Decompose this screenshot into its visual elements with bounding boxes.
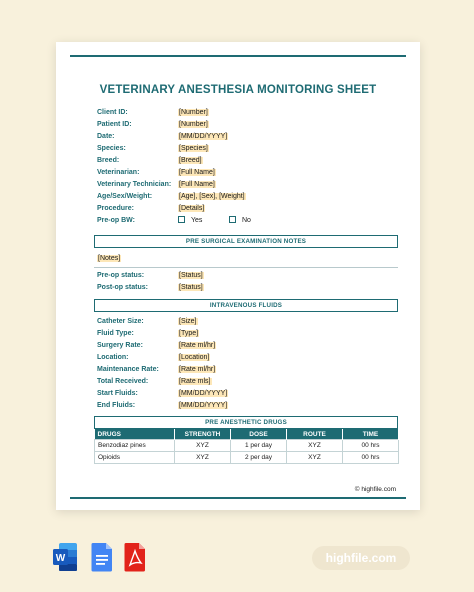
field-preop-status xyxy=(97,270,406,281)
field-procedure xyxy=(97,203,406,214)
cell-drug[interactable]: Benzodiaz pines xyxy=(95,440,175,452)
field-label: Procedure: xyxy=(97,205,134,212)
field-age-sex-weight xyxy=(97,191,406,202)
field-value[interactable]: [Full Name] xyxy=(179,169,215,176)
header-strength: STRENGTH xyxy=(175,429,231,440)
bottom-divider xyxy=(70,497,406,499)
drugs-table xyxy=(94,429,399,464)
brand-badge[interactable]: highfile.com xyxy=(312,546,410,570)
field-species xyxy=(97,143,406,154)
field-value[interactable]: [Location] xyxy=(179,354,210,361)
document-sheet xyxy=(56,42,420,510)
field-label: Veterinarian: xyxy=(97,169,140,176)
field-location xyxy=(97,352,406,363)
cell-route[interactable]: XYZ xyxy=(287,452,343,464)
table-row xyxy=(95,452,399,464)
cell-time[interactable]: 00 hrs xyxy=(343,440,399,452)
field-label: Veterinary Technician: xyxy=(97,181,172,188)
section-pre-anesthetic: PRE ANESTHETIC DRUGS xyxy=(94,416,398,429)
cell-time[interactable]: 00 hrs xyxy=(343,452,399,464)
field-end-fluids xyxy=(97,400,406,411)
field-value[interactable]: [Rate ml/hr] xyxy=(179,366,216,373)
field-total-received xyxy=(97,376,406,387)
field-value[interactable]: [Species] xyxy=(179,145,208,152)
checkbox-no[interactable] xyxy=(229,216,236,223)
field-postop-status xyxy=(97,282,406,293)
field-label: Start Fluids: xyxy=(97,390,138,397)
notes-value[interactable]: [Notes] xyxy=(98,255,121,262)
field-label: End Fluids: xyxy=(97,402,136,409)
field-value[interactable]: [Full Name] xyxy=(179,181,215,188)
cell-dose[interactable]: 2 per day xyxy=(231,452,287,464)
field-value[interactable]: [MM/DD/YYYY] xyxy=(179,133,228,140)
word-icon[interactable] xyxy=(52,541,78,573)
field-preop-bw xyxy=(97,215,406,226)
header-dose: DOSE xyxy=(231,429,287,440)
cell-drug[interactable]: Opioids xyxy=(95,452,175,464)
field-client-id xyxy=(97,107,406,118)
field-value[interactable]: [Number] xyxy=(179,121,208,128)
field-value[interactable]: [Details] xyxy=(179,205,205,212)
field-label: Fluid Type: xyxy=(97,330,134,337)
no-label: No xyxy=(242,217,251,224)
field-label: Patient ID: xyxy=(97,121,132,128)
field-label: Pre-op status: xyxy=(97,272,145,279)
section-iv-fluids: INTRAVENOUS FLUIDS xyxy=(94,299,398,312)
cell-dose[interactable]: 1 per day xyxy=(231,440,287,452)
cell-strength[interactable]: XYZ xyxy=(175,452,231,464)
field-vet-technician xyxy=(97,179,406,190)
field-value[interactable]: [Type] xyxy=(179,330,199,337)
field-value[interactable]: [Breed] xyxy=(179,157,202,164)
cell-strength[interactable]: XYZ xyxy=(175,440,231,452)
field-value[interactable]: [Status] xyxy=(179,284,203,291)
pdf-icon[interactable] xyxy=(122,541,148,573)
field-label: Date: xyxy=(97,133,115,140)
field-label: Breed: xyxy=(97,157,120,164)
cell-route[interactable]: XYZ xyxy=(287,440,343,452)
footer-copyright: © highfile.com xyxy=(354,486,396,493)
checkbox-yes[interactable] xyxy=(178,216,185,223)
table-row xyxy=(95,440,399,452)
field-value[interactable]: [Rate mls] xyxy=(179,378,211,385)
notes-field xyxy=(97,253,406,264)
yes-option[interactable] xyxy=(178,215,202,226)
field-label: Client ID: xyxy=(97,109,128,116)
field-value[interactable]: [MM/DD/YYYY] xyxy=(179,402,228,409)
field-date xyxy=(97,131,406,142)
field-start-fluids xyxy=(97,388,406,399)
field-veterinarian xyxy=(97,167,406,178)
google-docs-icon[interactable] xyxy=(89,541,115,573)
top-divider xyxy=(70,55,406,57)
field-label: Maintenance Rate: xyxy=(97,366,159,373)
field-label: Pre-op BW: xyxy=(97,217,135,224)
section-pre-surgical: PRE SURGICAL EXAMINATION NOTES xyxy=(94,235,398,248)
field-fluid-type xyxy=(97,328,406,339)
field-label: Age/Sex/Weight: xyxy=(97,193,153,200)
sheet-title: VETERINARY ANESTHESIA MONITORING SHEET xyxy=(99,84,377,96)
field-value[interactable]: [Status] xyxy=(179,272,203,279)
field-catheter-size xyxy=(97,316,406,327)
notes-divider xyxy=(94,267,398,268)
field-patient-id xyxy=(97,119,406,130)
table-header-row xyxy=(95,429,399,440)
field-surgery-rate xyxy=(97,340,406,351)
header-time: TIME xyxy=(343,429,399,440)
field-label: Catheter Size: xyxy=(97,318,144,325)
field-maintenance-rate xyxy=(97,364,406,375)
header-drugs: DRUGS xyxy=(95,429,175,440)
header-route: ROUTE xyxy=(287,429,343,440)
field-value[interactable]: [Age], [Sex], [Weight] xyxy=(179,193,245,200)
field-label: Post-op status: xyxy=(97,284,148,291)
field-value[interactable]: [Number] xyxy=(179,109,208,116)
field-value[interactable]: [Size] xyxy=(179,318,197,325)
field-label: Species: xyxy=(97,145,126,152)
field-label: Total Received: xyxy=(97,378,149,385)
field-label: Location: xyxy=(97,354,129,361)
svg-text:W: W xyxy=(55,553,66,564)
field-breed xyxy=(97,155,406,166)
field-label: Surgery Rate: xyxy=(97,342,143,349)
field-value[interactable]: [Rate ml/hr] xyxy=(179,342,216,349)
no-option[interactable] xyxy=(229,215,251,226)
yes-label: Yes xyxy=(191,217,203,224)
field-value[interactable]: [MM/DD/YYYY] xyxy=(179,390,228,397)
